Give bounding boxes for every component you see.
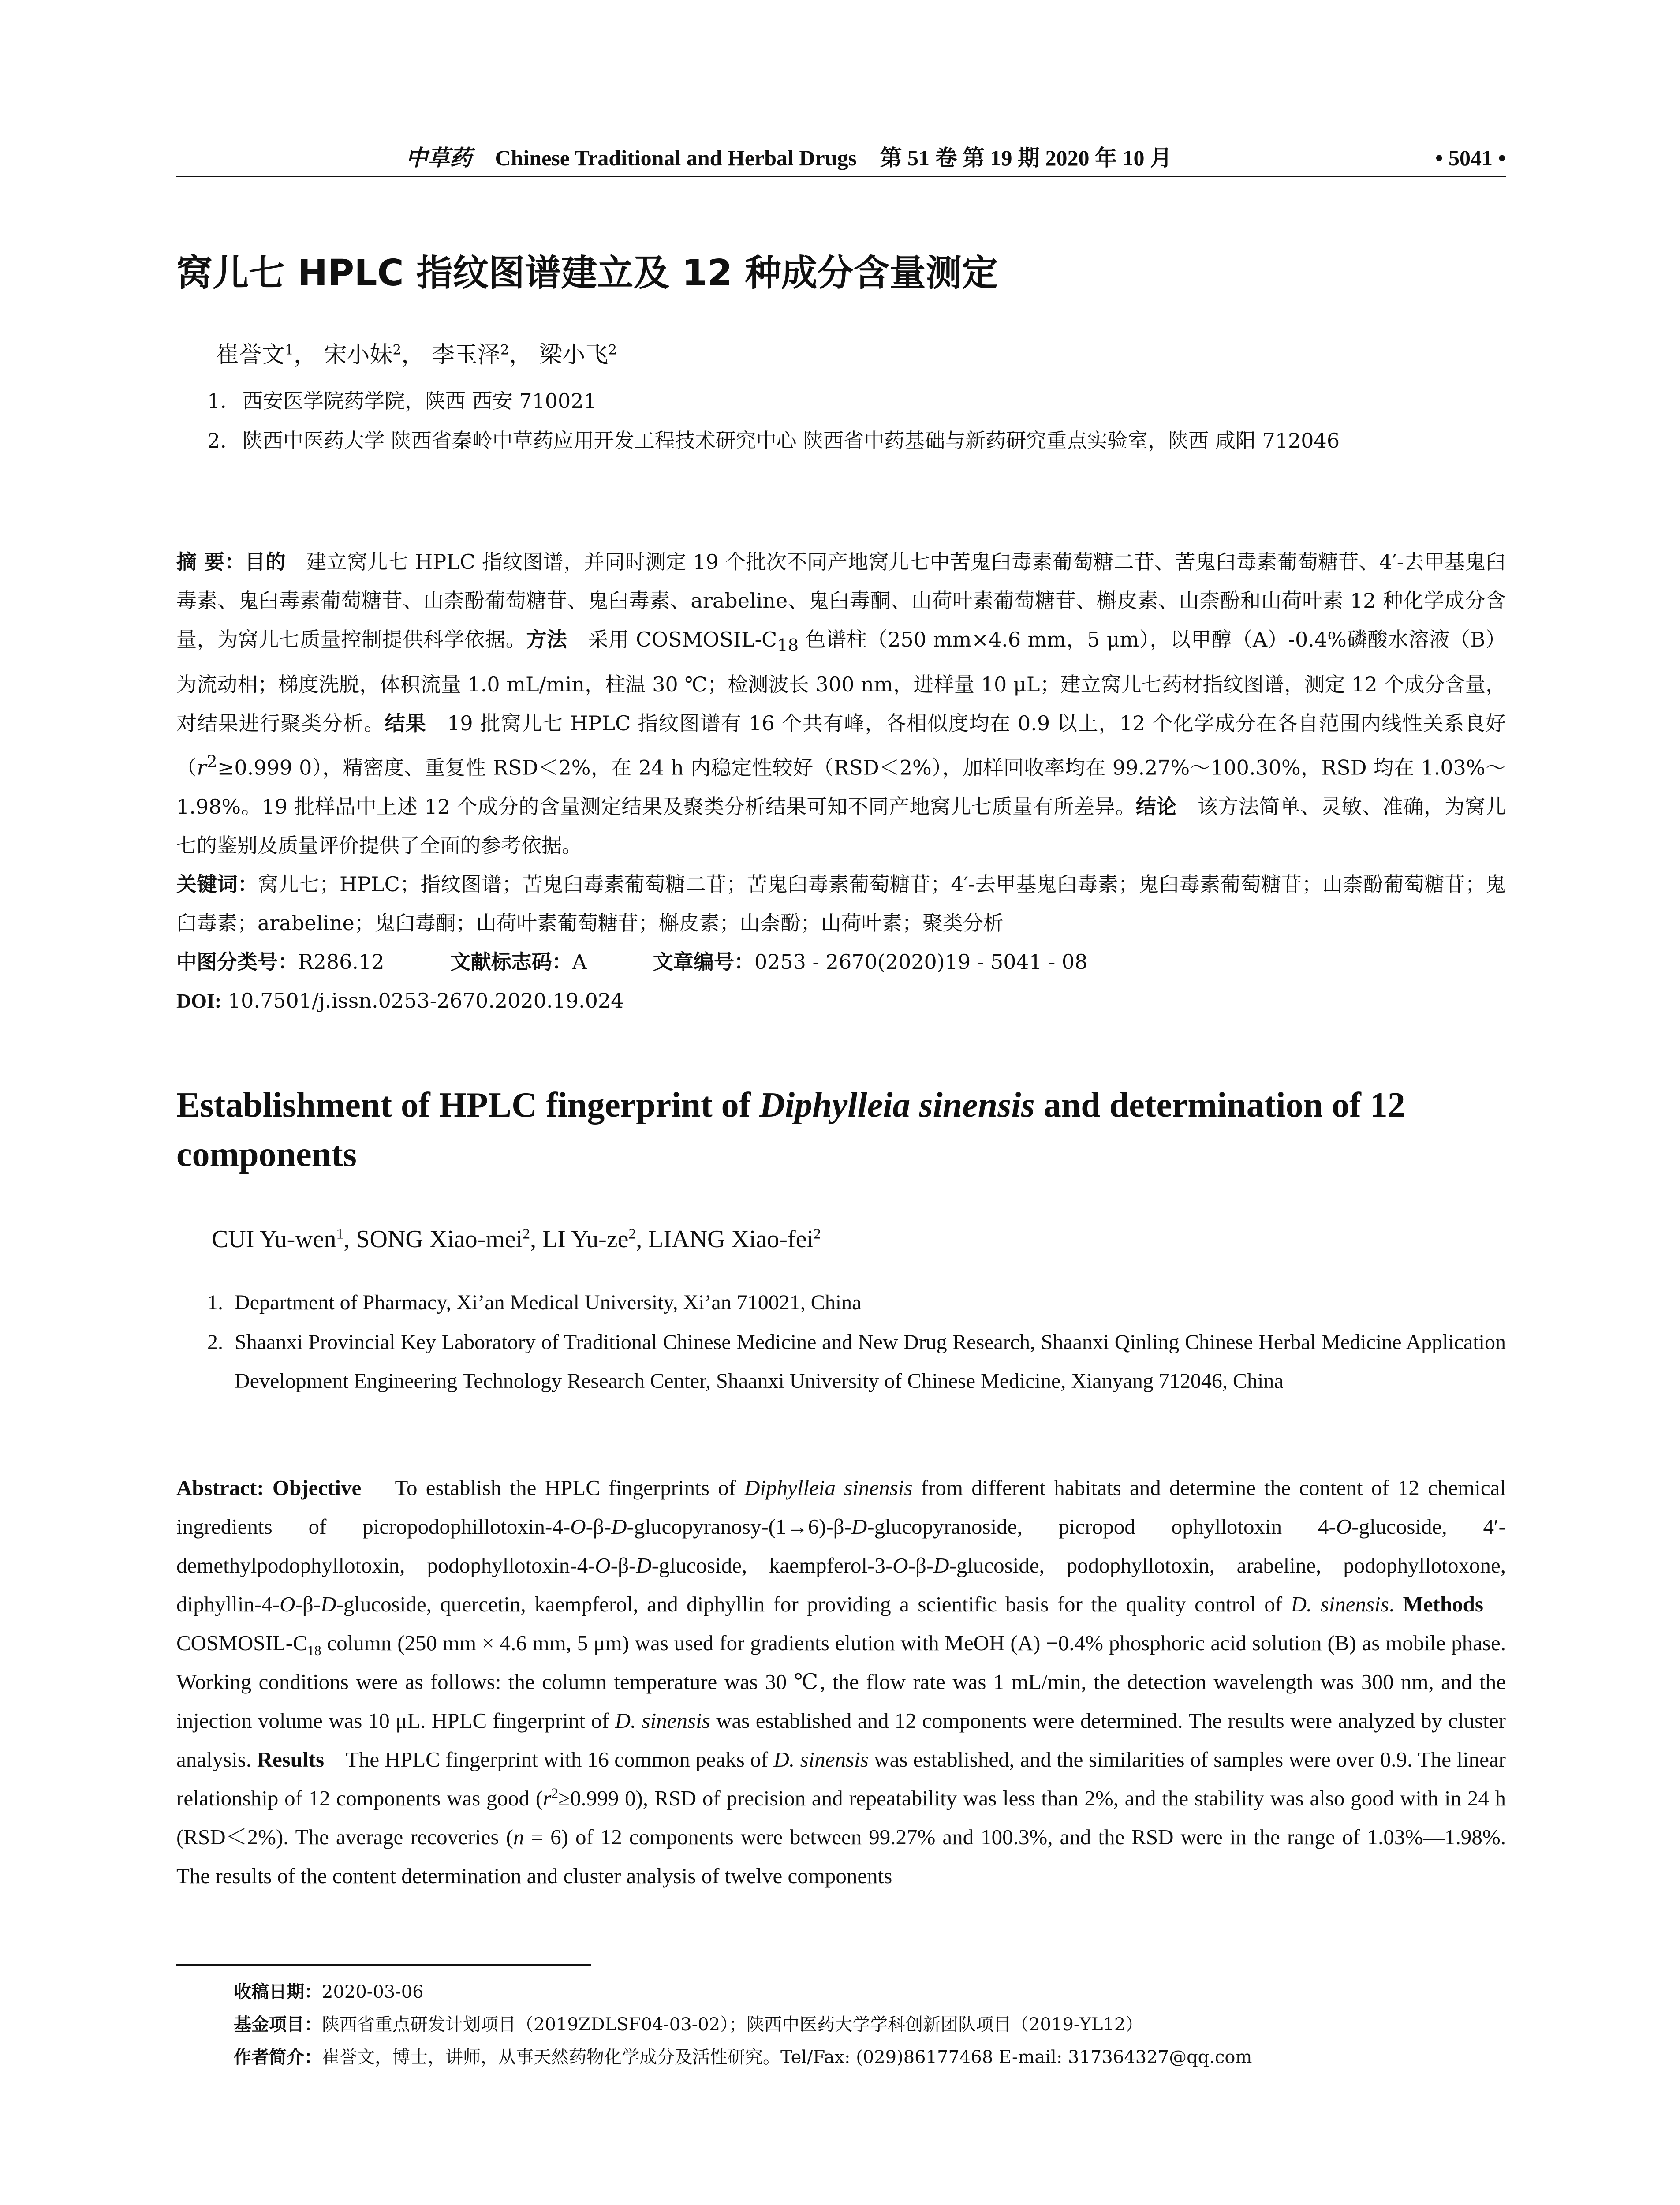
author-name: SONG Xiao-mei: [356, 1226, 523, 1253]
author-name: CUI Yu-wen: [212, 1226, 336, 1253]
doi-row: DOI: 10.7501/j.issn.0253-2670.2020.19.024: [176, 988, 624, 1013]
methods-label: 方法: [526, 628, 567, 651]
abstract-cn-label: 摘 要：: [176, 550, 245, 574]
author-affil-sup: 2: [608, 342, 617, 358]
doi-value: 10.7501/j.issn.0253-2670.2020.19.024: [228, 988, 624, 1013]
conclusion-label: 结论: [1135, 794, 1177, 818]
footnote: [234, 1976, 1506, 2074]
fund-info: 基金项目：陕西省重点研发计划项目（2019ZDLSF04-03-02）；陕西中医药大学学科创新团队项目（2019-YL12）: [234, 2014, 1143, 2035]
abstract-cn-body: 摘 要：目的 建立窝儿七 HPLC 指纹图谱，并同时测定 19 个批次不同产地窝儿七中苦鬼臼毒素葡萄糖二苷、苦鬼臼毒素葡萄糖苷、4′-去甲基鬼臼毒素、鬼臼毒素葡萄糖苷、山柰酚葡萄糖苷、鬼臼毒素、arabeline、鬼臼毒酮、山荷叶素葡萄糖苷、槲皮素、山柰酚和山荷叶素 12 种化学成分含量，为窝儿七质量控制提供科学依据。方法 采用 COSMOSIL-$C_{18}$ 色谱柱（250 mm×4.6 mm，5 μm），以甲醇（A）-0.4%磷酸水溶液（B）为流动相；梯度洗脱，体积流量 1.0 mL/min，柱温 30 ℃；检测波长 300 nm，进样量 10 μL；建立窝儿七药材指纹图谱，测定 12 个成分含量，对结果进行聚类分析。结果 19 批窝儿七 HPLC 指纹图谱有 16 个共有峰，各相似度均在 0.9 以上，12 个化学成分在各自范围内线性关系良好（$r^2\ge 0.999$ 0），精密度、重复性 RSD＜2%，在 24 h 内稳定性较好（RSD＜2%），加样回收率均在 99.27%～100.30%，RSD 均在 1.03%～1.98%。19 批样品中上述 12 个成分的含量测定结果及聚类分析结果可知不同产地窝儿七质量有所差异。结论 该方法简单、灵敏、准确，为窝儿七的鉴别及质量评价提供了全面的参考依据。: [176, 550, 1506, 857]
objective-label: 目的: [245, 550, 286, 574]
affiliation-cn-1: 1. 西安医学院药学院，陕西 西安 710021: [207, 389, 597, 413]
results-label: 结果: [385, 711, 426, 736]
author-name: 宋小妹: [324, 342, 393, 368]
abstract-en: Abstract: Objective To establish the HPLC fingerprints of Diphylleia sinensis from different habitats and determine the content of 12 chemical ingredients of picropodophillotoxin-4-O-β-D-glucopyranosy-(1→6)-β-D-glucopyranoside, picropod ophyllotoxin 4-O-glucoside, 4′-demethylpodophyllotoxin, podophyllotoxin-4-O-β-D-glucoside, kaempferol-3-O-β-D-glucoside, podophyllotoxin, arabeline, podophyllotoxone, diphyllin-4-O-β-D-glucoside, quercetin, kaempferol, and diphyllin for providing a scientific basis for the quality control of D. sinensis. Methods COSMOSIL-$C_{18}$ column (250 mm × 4.6 mm, 5 μm) was used for gradients elution with MeOH (A) −0.4% phosphoric acid solution (B) as mobile phase. Working conditions were as follows: the column temperature was 30 ℃, the flow rate was 1 mL/min, the detection wavelength was 300 nm, and the injection volume was 10 μL. HPLC fingerprint of D. sinensis was established and 12 components were determined. The results were analyzed by cluster analysis. Results The HPLC fingerprint with 16 common peaks of D. sinensis was established, and the similarities of samples were over 0.9. The linear relationship of 12 components was good ($r^2\ge 0.999$ 0), RSD of precision and repeatability was less than 2%, and the stability was also good with in 24 h (RSD＜2%). The average recoveries (n = 6) of 12 components were between 99.27% and 100.3%, and the RSD were in the range of 1.03%—1.98%. The results of the content determination and cluster analysis of twelve components: [176, 1476, 1506, 1888]
author-affil-sup: 2: [392, 342, 402, 358]
journal-name-en: Chinese Traditional and Herbal Drugs: [495, 146, 857, 170]
header-journal: [406, 140, 1172, 176]
results-en-label: Results: [257, 1747, 325, 1771]
methods-en-label: Methods: [1403, 1592, 1483, 1616]
journal-issue: 第 51 卷 第 19 期 2020 年 10 月: [880, 146, 1172, 170]
author-name: LIANG Xiao-fei: [648, 1226, 814, 1253]
author-affil-sup: 1: [285, 342, 294, 358]
author-bio: 作者简介：崔誉文，博士，讲师，从事天然药物化学成分及活性研究。Tel/Fax: (029)86177468 E-mail: 317364327@qq.com: [234, 2047, 1252, 2067]
abstract-en-label: Abstract: Objective: [176, 1476, 362, 1500]
journal-name-cn: 中草药: [406, 146, 472, 170]
abstract-cn: [176, 542, 1506, 1020]
received-date: 收稿日期：2020-03-06: [234, 1982, 424, 2002]
keywords-cn: 关键词：窝儿七；HPLC；指纹图谱；苦鬼臼毒素葡萄糖二苷；苦鬼臼毒素葡萄糖苷；4′-去甲基鬼臼毒素；鬼臼毒素葡萄糖苷；山柰酚葡萄糖苷；鬼臼毒素；arabeline；鬼臼毒酮；山荷叶素葡萄糖苷；槲皮素；山柰酚；山荷叶素；聚类分析: [176, 872, 1506, 935]
running-header: [176, 140, 1506, 177]
author-affil-sup: 2: [500, 342, 509, 358]
author-name: 崔誉文: [216, 342, 285, 368]
classification-row: 中图分类号：R286.12 文献标志码：A 文章编号：0253 - 2670(2020)19 - 5041 - 08: [176, 949, 1088, 974]
page-number: • 5041 •: [1435, 146, 1506, 170]
affiliation-en-2: 2. Shaanxi Provincial Key Laboratory of Traditional Chinese Medicine and New Drug Research, Shaanxi Qinling Chinese Herbal Medicine Application Development Engineering Technology Research Center, Shaanxi University of Chinese Medicine, Xianyang 712046, China: [207, 1330, 1506, 1393]
footnote-divider: [176, 1964, 591, 1966]
affiliation-cn-2: 2. 陕西中医药大学 陕西省秦岭中草药应用开发工程技术研究中心 陕西省中药基础与新药研究重点实验室，陕西 咸阳 712046: [207, 429, 1340, 452]
article-title-cn: 窝儿七 HPLC 指纹图谱建立及 12 种成分含量测定: [176, 252, 998, 294]
authors-en: CUI Yu-wen$^1$, SONG Xiao-mei$^2$, LI $Yu-ze^2$, LIANG Xiao-fei$^2$: [212, 1226, 821, 1253]
author-name: 梁小飞: [539, 342, 609, 368]
authors-cn: 崔誉文$^1$， 宋小妹$^2$， 李玉泽$^2$， 梁小飞$^2$: [216, 342, 617, 368]
article-title-en: Establishment of HPLC fingerprint of Diphylleia sinensis and determination of 12 components: [176, 1086, 1405, 1174]
affiliation-en-1: 1. Department of Pharmacy, Xi’an Medical University, Xi’an 710021, China: [207, 1291, 862, 1314]
author-name: 李玉泽: [431, 342, 500, 368]
author-name: LI Yu-ze: [542, 1226, 629, 1253]
